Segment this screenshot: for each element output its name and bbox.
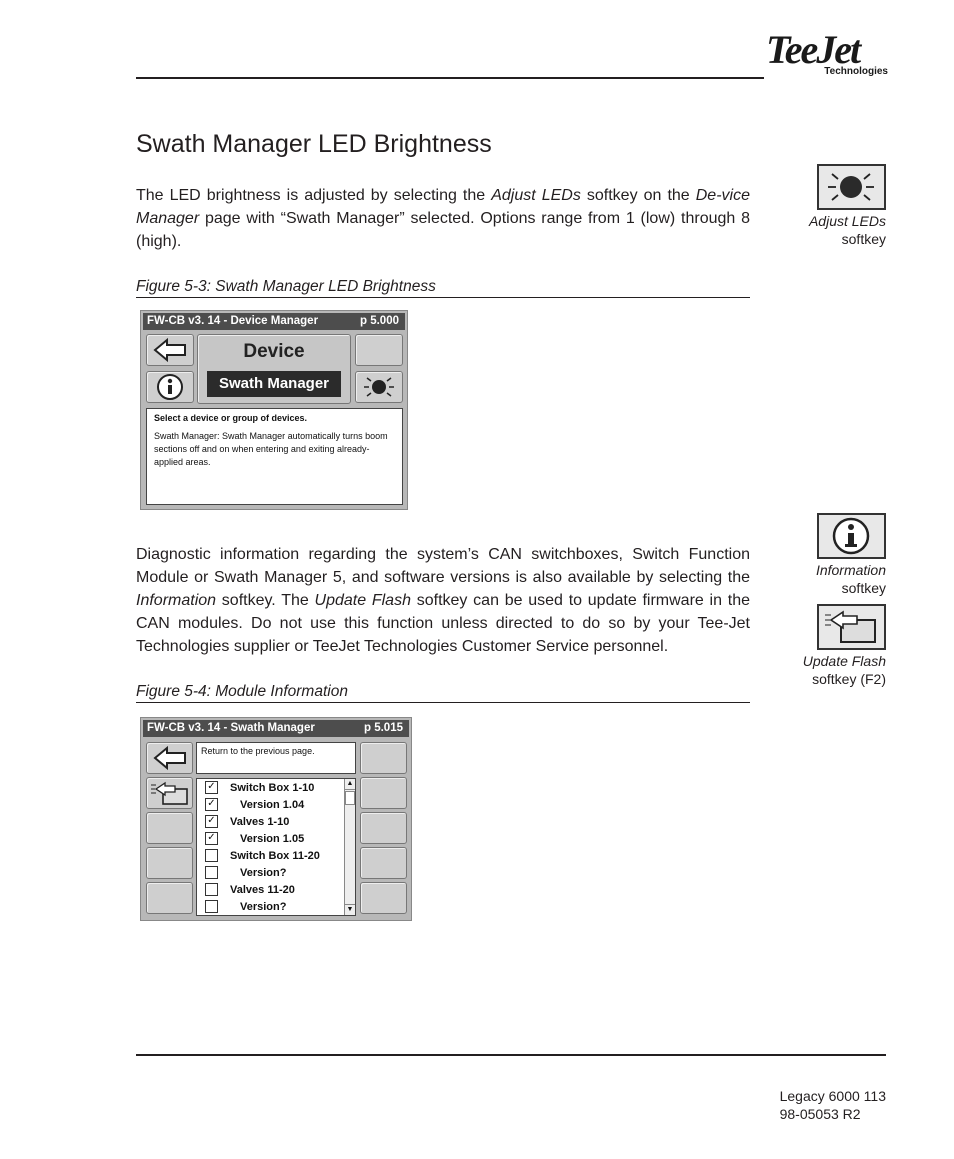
blank-softkey-left-5[interactable] bbox=[146, 882, 193, 914]
blank-softkey-left-3[interactable] bbox=[146, 812, 193, 844]
para2-information: Information bbox=[136, 592, 217, 609]
list-item[interactable] bbox=[205, 848, 320, 865]
blank-softkey-right-5[interactable] bbox=[360, 882, 407, 914]
footer bbox=[780, 1087, 886, 1123]
back-button[interactable] bbox=[146, 334, 194, 366]
info-icon bbox=[147, 372, 193, 402]
checkbox[interactable]: ✓ bbox=[205, 832, 218, 845]
info-icon bbox=[819, 515, 884, 557]
checkbox[interactable] bbox=[205, 849, 218, 862]
page-title: Swath Manager LED Brightness bbox=[136, 130, 492, 158]
list-item-label: Switch Box 11-20 bbox=[230, 850, 320, 862]
list-item-label: Version 1.04 bbox=[240, 799, 305, 811]
checkbox[interactable]: ✓ bbox=[205, 781, 218, 794]
figure-5-3-caption: Figure 5-3: Swath Manager LED Brightness bbox=[136, 278, 750, 298]
device-panel bbox=[197, 334, 351, 404]
selected-device[interactable]: Swath Manager bbox=[207, 371, 341, 397]
update-flash-sub: softkey (F2) bbox=[812, 671, 886, 687]
list-item-label: Version? bbox=[240, 867, 287, 879]
adjust-leds-label bbox=[809, 212, 886, 248]
para1-text-c: softkey on the bbox=[580, 187, 696, 204]
device-manager-screen bbox=[140, 310, 408, 510]
screen2-page-number: p 5.015 bbox=[364, 722, 403, 734]
list-item-label: Version? bbox=[240, 901, 287, 913]
screen1-page-number: p 5.000 bbox=[360, 315, 399, 327]
update-flash-label bbox=[803, 652, 886, 688]
blank-softkey-left-4[interactable] bbox=[146, 847, 193, 879]
module-list[interactable] bbox=[196, 778, 356, 916]
checkbox[interactable] bbox=[205, 866, 218, 879]
information-label bbox=[816, 561, 886, 597]
module-information-screen bbox=[140, 717, 412, 921]
list-item-label: Valves 1-10 bbox=[230, 816, 290, 828]
list-item[interactable] bbox=[205, 865, 286, 882]
update-flash-button[interactable] bbox=[146, 777, 193, 809]
led-brightness-icon bbox=[819, 166, 884, 208]
screen2-title: FW-CB v3. 14 - Swath Manager bbox=[147, 722, 315, 734]
list-item-label: Valves 11-20 bbox=[230, 884, 295, 896]
blank-softkey-right-4[interactable] bbox=[360, 847, 407, 879]
info-button[interactable] bbox=[146, 371, 194, 403]
scroll-down-icon[interactable]: ▼ bbox=[346, 906, 354, 913]
back-button[interactable] bbox=[146, 742, 193, 774]
para2-text-c: softkey. The bbox=[216, 592, 315, 609]
header-rule bbox=[136, 77, 764, 79]
update-flash-icon bbox=[819, 606, 884, 648]
list-item-label: Switch Box 1-10 bbox=[230, 782, 315, 794]
checkbox[interactable] bbox=[205, 900, 218, 913]
blank-softkey-right-2[interactable] bbox=[360, 777, 407, 809]
help-textbox bbox=[146, 408, 403, 505]
scroll-thumb[interactable] bbox=[345, 791, 355, 805]
device-label: Device bbox=[243, 341, 305, 362]
scroll-up-icon[interactable]: ▲ bbox=[345, 779, 355, 790]
checkbox[interactable]: ✓ bbox=[205, 798, 218, 811]
logo-wordmark: TeeJet bbox=[766, 27, 860, 72]
help-text: Swath Manager: Swath Manager automatically turns boom sections off and on when entering and exiting already-applied areas. bbox=[154, 431, 388, 467]
list-item[interactable] bbox=[205, 814, 289, 831]
adjust-leds-button[interactable] bbox=[355, 371, 403, 403]
para2-text-a: Diagnostic information regarding the system’s CAN switchboxes, Switch Function Module or Swath Manager 5, and software versions is also available by selecting the bbox=[136, 546, 750, 586]
paragraph-led-brightness bbox=[136, 184, 750, 253]
list-item[interactable] bbox=[205, 780, 314, 797]
list-item[interactable] bbox=[205, 797, 304, 814]
blank-softkey-right-3[interactable] bbox=[360, 812, 407, 844]
list-item[interactable] bbox=[205, 882, 295, 899]
list-item-label: Version 1.05 bbox=[240, 833, 305, 845]
screen2-titlebar bbox=[143, 720, 409, 737]
adjust-leds-sub: softkey bbox=[841, 231, 886, 247]
screen1-titlebar bbox=[143, 313, 405, 330]
back-arrow-icon bbox=[147, 743, 192, 773]
para1-text-a: The LED brightness is adjusted by selecting the bbox=[136, 187, 492, 204]
update-flash-name: Update Flash bbox=[802, 653, 886, 669]
information-name: Information bbox=[815, 562, 886, 578]
figure-5-4-caption: Figure 5-4: Module Information bbox=[136, 683, 750, 703]
logo-subtitle: Technologies bbox=[824, 66, 888, 77]
para1-device-manager: De-vice Manager bbox=[136, 187, 750, 227]
checkbox[interactable] bbox=[205, 883, 218, 896]
para1-text-e: page with “Swath Manager” selected. Options range from 1 (low) through 8 (high). bbox=[136, 210, 750, 250]
adjust-leds-name: Adjust LEDs bbox=[808, 213, 886, 229]
information-softkey bbox=[817, 513, 886, 559]
update-flash-softkey bbox=[817, 604, 886, 650]
screen1-title: FW-CB v3. 14 - Device Manager bbox=[147, 315, 319, 327]
para2-update-flash: Update Flash bbox=[314, 592, 411, 609]
list-item[interactable] bbox=[205, 899, 286, 916]
footer-page-info: Legacy 6000 113 bbox=[779, 1088, 886, 1104]
blank-softkey-top[interactable] bbox=[355, 334, 403, 366]
teejet-logo bbox=[766, 27, 888, 80]
paragraph-diagnostics bbox=[136, 543, 750, 658]
blank-softkey-right-1[interactable] bbox=[360, 742, 407, 774]
scrollbar[interactable] bbox=[344, 779, 355, 915]
list-item[interactable] bbox=[205, 831, 304, 848]
para2-text-e: softkey can be used to update firmware in the CAN modules. Do not use this function unless directed to do so by your Tee-Jet Technologies supplier or TeeJet Technologies Customer Service personnel. bbox=[136, 592, 750, 655]
checkbox[interactable]: ✓ bbox=[205, 815, 218, 828]
help-title: Select a device or group of devices. bbox=[154, 413, 308, 423]
hint-textbox: Return to the previous page. bbox=[196, 742, 356, 774]
information-sub: softkey bbox=[841, 580, 886, 596]
back-arrow-icon bbox=[147, 335, 193, 365]
adjust-leds-softkey bbox=[817, 164, 886, 210]
update-flash-icon bbox=[147, 778, 192, 808]
led-brightness-icon bbox=[356, 372, 402, 402]
footer-rule bbox=[136, 1054, 886, 1056]
footer-doc-number: 98-05053 R2 bbox=[779, 1106, 861, 1122]
para1-adjust-leds: Adjust LEDs bbox=[491, 187, 581, 204]
